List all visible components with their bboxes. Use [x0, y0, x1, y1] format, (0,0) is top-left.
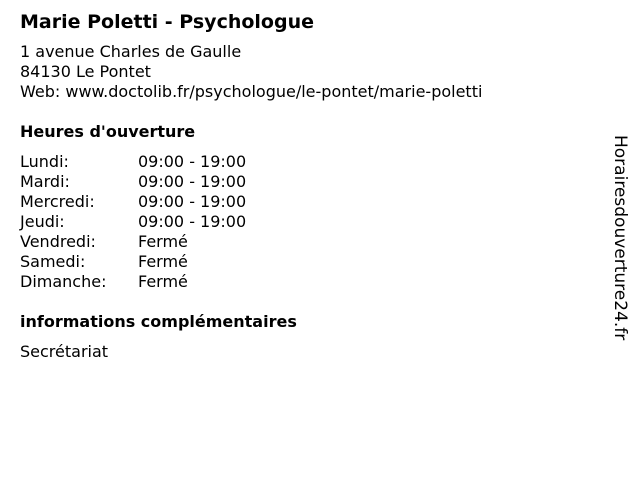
hours-row-wednesday — [20, 192, 600, 212]
hours-row-friday — [20, 232, 600, 252]
page-title: Marie Poletti - Psychologue — [20, 11, 314, 33]
brand-watermark: Horairesdouverture24.fr — [610, 135, 630, 341]
hours-row-sunday — [20, 272, 600, 292]
day-hours: 09:00 - 19:00 — [138, 172, 247, 191]
day-label: Dimanche: — [20, 272, 107, 291]
info-heading: informations complémentaires — [20, 312, 297, 331]
day-label: Mercredi: — [20, 192, 95, 211]
day-hours: 09:00 - 19:00 — [138, 192, 247, 211]
day-label: Lundi: — [20, 152, 69, 171]
website-link[interactable]: Web: www.doctolib.fr/psychologue/le-pontet/marie-poletti — [20, 82, 483, 101]
address-street: 1 avenue Charles de Gaulle — [20, 42, 242, 61]
hours-row-thursday — [20, 212, 600, 232]
day-hours: 09:00 - 19:00 — [138, 152, 247, 171]
day-label: Jeudi: — [20, 212, 65, 231]
day-hours: Fermé — [138, 232, 188, 251]
hours-heading: Heures d'ouverture — [20, 122, 196, 141]
day-label: Samedi: — [20, 252, 86, 271]
business-card — [20, 10, 600, 362]
address-city: 84130 Le Pontet — [20, 62, 151, 81]
day-hours: Fermé — [138, 252, 188, 271]
hours-row-monday — [20, 152, 600, 172]
day-label: Vendredi: — [20, 232, 96, 251]
day-hours: 09:00 - 19:00 — [138, 212, 247, 231]
hours-table — [20, 152, 600, 292]
day-label: Mardi: — [20, 172, 70, 191]
info-text: Secrétariat — [20, 342, 109, 361]
hours-row-tuesday — [20, 172, 600, 192]
day-hours: Fermé — [138, 272, 188, 291]
address-block — [20, 42, 600, 102]
hours-row-saturday — [20, 252, 600, 272]
